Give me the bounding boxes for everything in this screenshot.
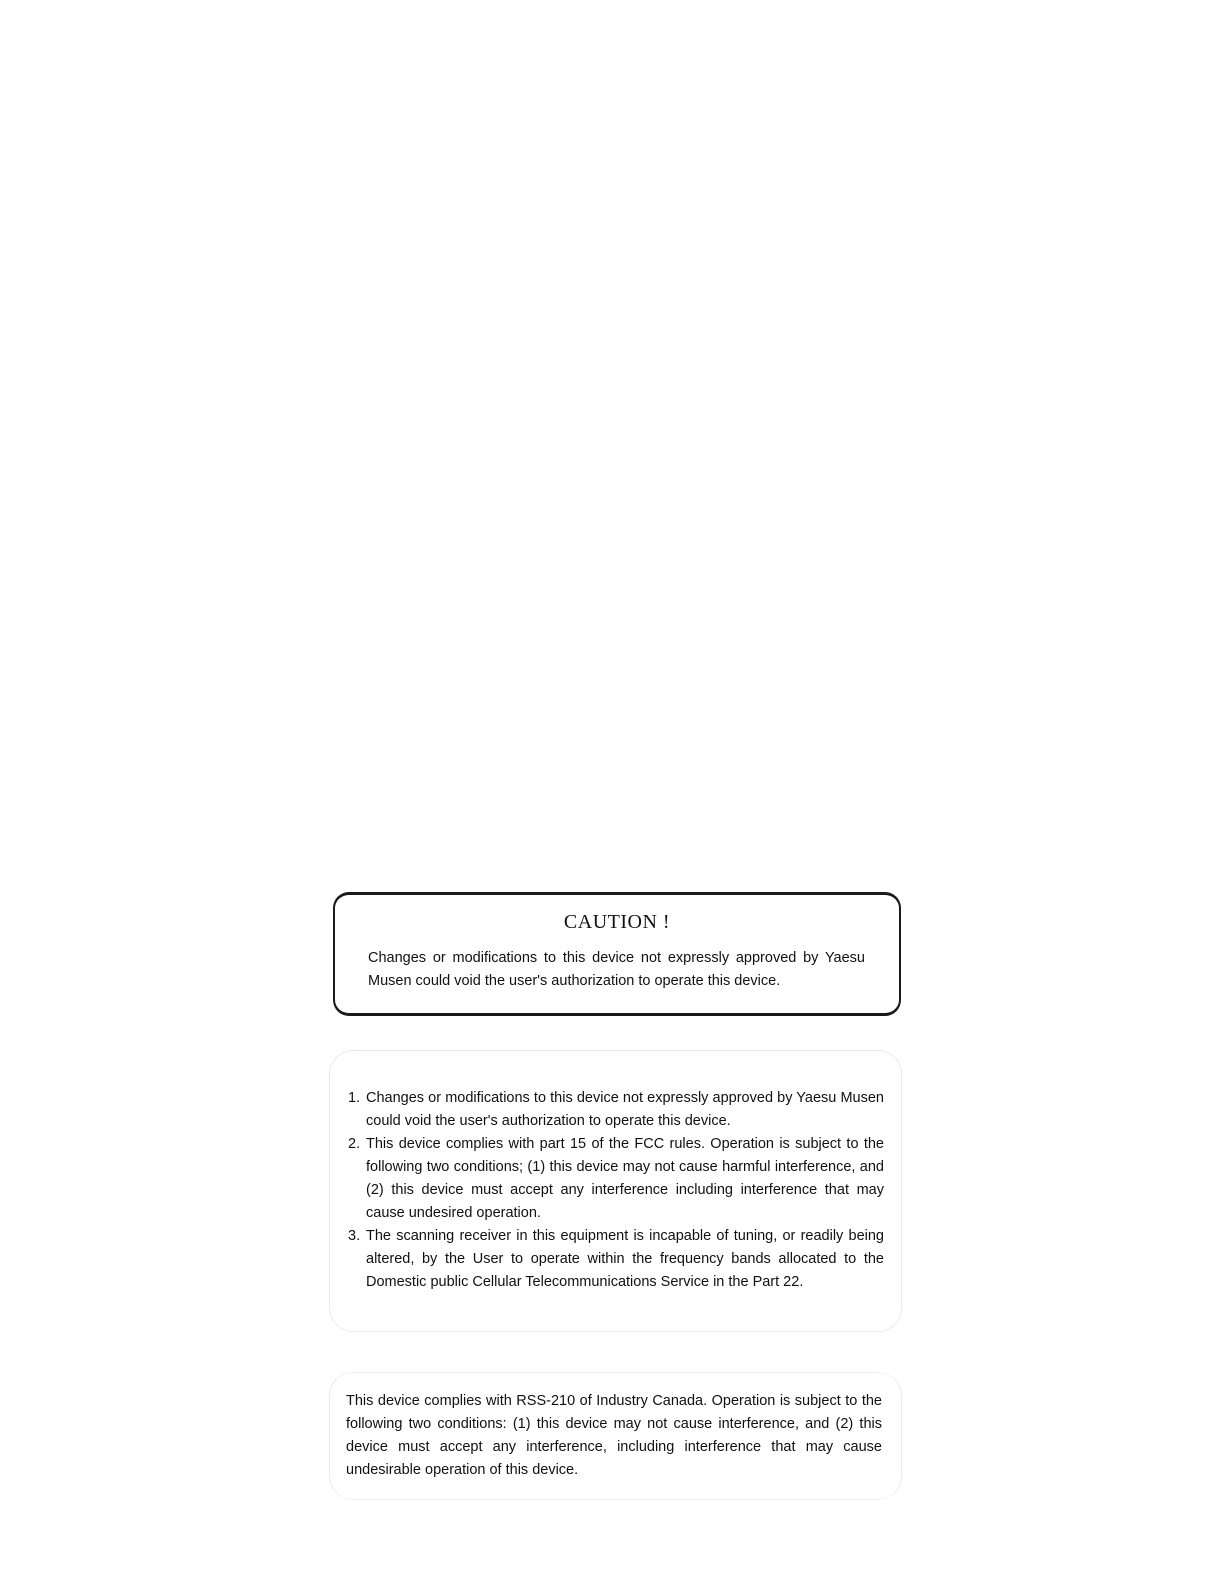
caution-title: CAUTION ! [563, 911, 671, 933]
list-number: 3. [348, 1228, 361, 1244]
industry-canada-notice: This device complies with RSS-210 of Industry Canada. Operation is subject to the following two conditions: (1) this device may not cause interference, and (2) this device must accept any interference, including interference that may cause undesirable operation of this device. [346, 1393, 882, 1478]
fcc-notice-item-2 [346, 1133, 884, 1225]
fcc-notice-item-1 [346, 1087, 884, 1133]
list-number: 2. [348, 1136, 361, 1152]
fcc-notice-list [346, 1087, 884, 1294]
caution-box [333, 892, 901, 1016]
list-item-text: This device complies with part 15 of the FCC rules. Operation is subject to the following two conditions; (1) this device may not cause harmful interference, and (2) this device must accept any interference including interference that may cause undesired operation. [366, 1136, 884, 1221]
list-number: 1. [348, 1090, 361, 1106]
caution-text: Changes or modifications to this device not expressly approved by Yaesu Musen could void the user's authorization to operate this device. [368, 950, 865, 989]
list-item-text: Changes or modifications to this device not expressly approved by Yaesu Musen could void the user's authorization to operate this device. [366, 1090, 884, 1129]
fcc-notice-item-3 [346, 1225, 884, 1294]
list-item-text: The scanning receiver in this equipment is incapable of tuning, or readily being altered, by the User to operate within the frequency bands allocated to the Domestic public Cellular Telecommunications Service in the Part 22. [366, 1228, 884, 1290]
